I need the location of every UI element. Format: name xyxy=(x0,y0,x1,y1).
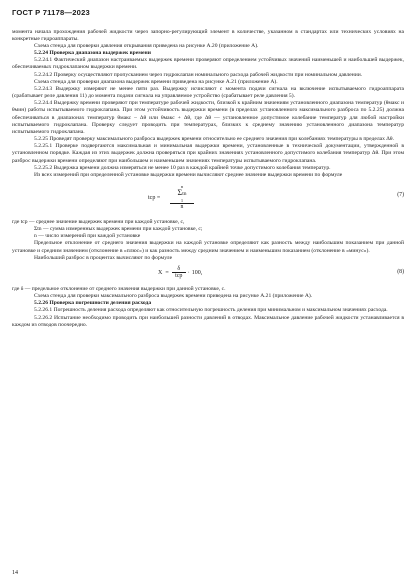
section-heading: 5.2.24 Проверка диапазона выдержек времени xyxy=(34,50,151,57)
formula-7 xyxy=(12,179,404,219)
paragraph: Предельное отклонение от среднего значения выдержки на каждой установке определяют как разность между наибольшим показанием при данной установке и средним значением (отклонение в «плюс») и как разность между средним значением и наименьшим показанием (отклонение в «минус»). xyxy=(12,240,404,254)
document-header: ГОСТ Р 71178—2023 xyxy=(12,8,90,17)
paragraph: Схема стенда для проверки диапазона выдержек времени приведена на рисунке А.21 (приложение А). xyxy=(34,78,278,85)
section-heading: 5.2.26 Проверка погрешности деления расхода xyxy=(34,300,152,307)
sum-upper-limit: n xyxy=(180,183,184,189)
formula-lhs: X xyxy=(158,269,163,276)
sum-lower-limit: 1 xyxy=(180,197,184,203)
paragraph: где tср — среднее значение выдержек времени при каждой установке, с, xyxy=(12,218,185,225)
paragraph: момента начала прохождения рабочей жидкости через запорно-регулирующий элемент в количестве, указанном в стандартах или технических условиях на конкретные гидроаппараты. xyxy=(12,29,404,43)
paragraph: Σtn — сумма измеренных выдержек времени при каждой установке, с; xyxy=(34,226,203,233)
paragraph: 5.2.26.1 Погрешность деления расхода определяют как относительную погрешность деления при минимальном и максимальном значениях расхода. xyxy=(34,307,388,314)
formula-numerator: δ xyxy=(177,265,181,272)
paragraph: 5.2.24.1 Фактический диапазон настраиваемых выдержек времени проверяют определением устойчивых значений наименьшей и наибольшей выдержек, обеспечиваемых гидроклапаном выдержки времени. xyxy=(12,57,404,71)
page-number: 14 xyxy=(12,570,18,576)
formula-factor: 100, xyxy=(191,269,203,276)
equation-number: (7) xyxy=(397,191,404,198)
formula-8: X = δ tср · 100, (8) xyxy=(158,265,404,279)
paragraph: Схема стенда для проверки максимального разброса выдержек времени приведена на рисунке А.21 (приложение А). xyxy=(34,293,313,300)
paragraph: где δ — предельное отклонение от среднего значения выдержки при данной установке, с. xyxy=(12,285,226,292)
formula-denominator: n xyxy=(180,203,184,210)
paragraph: n — число измерений при каждой установке xyxy=(34,233,141,240)
formula-denominator: tср xyxy=(175,272,183,279)
paragraph: 5.2.25.1 Проверке подвергаются максимальная и минимальная выдержки времени, установленные в технической документации, утвержденной в установленном порядке. Каждая из этих выдержек должна проверяться при крайних значениях установленного допустимого колебания температур Δθ. При этом разброс выдержки времени определяют при наибольшем и наименьшем значениях температуры испытываемого гидроклапана. xyxy=(12,143,404,164)
paragraph: 5.2.24.3 Выдержку измеряют не менее пяти раз. Выдержку исчисляют с момента подачи сигнала на включение испытываемого гидроаппарата (срабатывает реле давления 11) до момента подачи сигнала на управляемое устройство (срабатывает реле давления 5). xyxy=(12,85,404,100)
paragraph: 5.2.25 Проведят проверку максимального разброса выдержек времени относительно ее среднего значения при колебаниях температуры в пределах Δθ. xyxy=(34,136,394,143)
equation-number: (8) xyxy=(397,268,404,275)
paragraph: 5.2.24.4 Выдержку времени проверяют при температуре рабочей жидкости, близкой к крайним значениям установленного диапазона температур (θмакс и θмин) работы испытываемого гидроклапана. При этом устойчивость выдержки времени (в пределах установленного максимального разброса по 5.2.25) должна обеспечиваться в диапазонах температур θмакс – Δθ или θмакс + Δθ, где Δθ — установленное допустимое колебание температур для любой настройки испытываемого гидроклапана. Проверку следует проводить при температурах, близких к среднему значению установленного диапазона температур испытываемого гидроклапана. xyxy=(12,100,404,135)
paragraph: Схема стенда для проверки давления открывания приведена на рисунке А.20 (приложение А). xyxy=(34,43,259,49)
paragraph: 5.2.26.2 Испытание необходимо проводить при наибольшей разности давлений в отводах. Максимальное давление рабочей жидкости устанавливается в каждом из отводов поочередно. xyxy=(12,314,404,328)
sum-symbol: Σtn xyxy=(177,187,187,197)
paragraph: Наибольший разброс в процентах вычисляют по формуле xyxy=(34,254,173,261)
paragraph: 5.2.24.2 Проверку осуществляют пропусканием через гидроклапан номинального расхода рабочей жидкости при номинальном давлении. xyxy=(34,71,363,78)
paragraph: 5.2.25.2 Выдержка времени должна измеряться не менее 10 раз в каждой крайней точке допустимого колебания температур. xyxy=(34,164,331,171)
paragraph: Из всех измерений при определенной установке выдержки времени вычисляют среднее значение выдержки времени по формуле xyxy=(34,171,343,178)
formula-lhs: tср = xyxy=(148,194,161,201)
document-body xyxy=(12,29,404,329)
